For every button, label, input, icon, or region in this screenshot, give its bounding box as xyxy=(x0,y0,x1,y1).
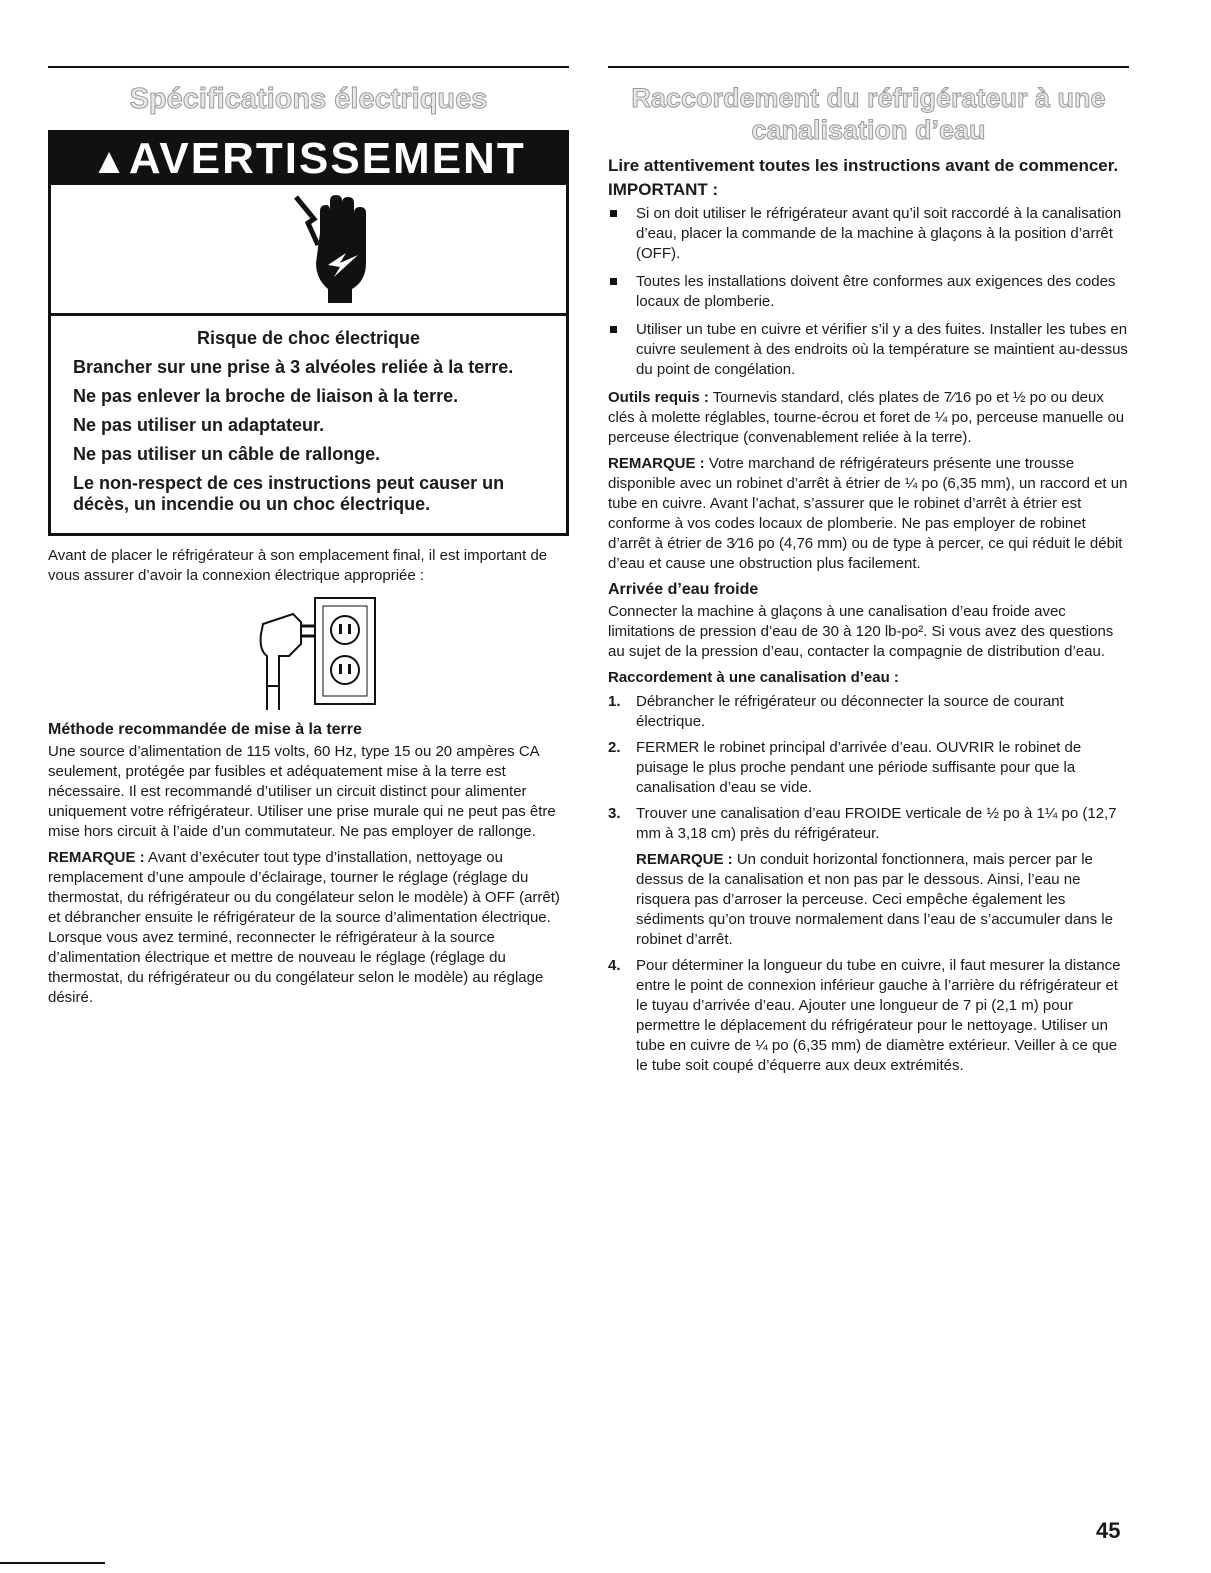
note-text: Avant d’exécuter tout type d’installation, nettoyage ou remplacement d’une ampoule d’éclairage, tourner le réglage (réglage du thermostat, du réfrigérateur ou du congélateur selon le modèle) à OFF (arrêt) et débrancher ensuite le réfrigérateur de la source d’alimentation électrique. Lorsque vous avez terminé, reconnecter le réfrigérateur à la source d’alimentation électrique et mettre de nouveau le réglage (réglage du thermostat, du réfrigérateur ou du congélateur selon le modèle) au réglage désiré. xyxy=(48,849,560,1006)
footer-rule xyxy=(0,1562,105,1564)
tools-text: Tournevis standard, clés plates de 7⁄16 po et ½ po ou deux clés à molette réglables, tourne-écrou et foret de ¼ po, perceuse manuelle ou perceuse électrique (convenablement reliée à la terre). xyxy=(608,389,1125,446)
outlet-illustration xyxy=(48,594,569,714)
cold-water-paragraph: Connecter la machine à glaçons à une canalisation d’eau froide avec limitations de pression d’eau de 30 à 120 lb-po². Si vous avez des questions au sujet de la pression d’eau, contacter la compagnie de distribution d’eau. xyxy=(608,603,1114,660)
note-label: REMARQUE : xyxy=(608,455,705,472)
list-item-text: Utiliser un tube en cuivre et vérifier s’il y a des fuites. Installer les tubes en cuivre seulement à des endroits où la température se maintient au-dessus du point de congélation. xyxy=(636,321,1128,378)
grounded-outlet-icon xyxy=(253,594,383,712)
square-bullet-icon xyxy=(610,278,617,285)
section-title-line: Raccordement du réfrigérateur à une xyxy=(631,83,1106,113)
step-note xyxy=(636,850,1129,950)
warning-line: Ne pas utiliser un câble de rallonge. xyxy=(73,444,381,464)
section-title-electrical: Spécifications électriques xyxy=(129,83,488,115)
warning-line: Le non-respect de ces instructions peut causer un décès, un incendie ou un choc électrique. xyxy=(73,473,505,514)
top-rule xyxy=(48,66,569,68)
step-item xyxy=(608,738,1129,798)
important-label: IMPORTANT : xyxy=(608,180,719,199)
note-paragraph xyxy=(48,848,569,1008)
square-bullet-icon xyxy=(610,326,617,333)
method-paragraph: Une source d’alimentation de 115 volts, 60 Hz, type 15 ou 20 ampères CA seulement, protégée par fusibles et adéquatement mise à la terre est nécessaire. Il est recommandé d’utiliser un circuit distinct pour alimenter uniquement votre réfrigérateur. Utiliser une prise murale qui ne peut pas être mise hors circuit à l’aide d’un commutateur. Ne pas employer de rallonge. xyxy=(48,743,556,840)
note-text: Un conduit horizontal fonctionnera, mais percer par le dessus de la canalisation et non pas par le dessous. Ainsi, l’eau ne risquera pas d’arroser la perceuse. Ceci empêche également les sédiments qu’on trouve normalement dans l’eau de s’accumuler dans le robinet d’arrêt. xyxy=(636,851,1113,948)
step-number: 3. xyxy=(608,805,621,822)
step-number: 2. xyxy=(608,739,621,756)
warning-icon-area xyxy=(51,185,566,316)
step-text: Débrancher le réfrigérateur ou déconnecter la source de courant électrique. xyxy=(636,693,1064,730)
read-instructions: Lire attentivement toutes les instructions avant de commencer. xyxy=(608,156,1119,175)
important-list xyxy=(608,204,1129,380)
step-text: Pour déterminer la longueur du tube en cuivre, il faut mesurer la distance entre le point de connexion inférieur gauche à l’arrière du réfrigérateur et le tuyau d’arrivée d’eau. Ajouter une longueur de 7 pi (2,1 m) pour permettre le déplacement du réfrigérateur pour le nettoyage. Utiliser un tube en cuivre de ¼ po (6,35 mm) de diamètre extérieur. Veiller à ce que le tube soit coupé d’équerre aux deux extrémités. xyxy=(636,957,1121,1074)
electric-shock-hand-icon xyxy=(294,193,374,305)
page-number: 45 xyxy=(1096,1518,1121,1543)
warning-line: Ne pas enlever la broche de liaison à la terre. xyxy=(73,386,459,406)
method-heading: Méthode recommandée de mise à la terre xyxy=(48,721,362,738)
step-text: FERMER le robinet principal d’arrivée d’eau. OUVRIR le robinet de puisage le plus proche pendant une période suffisante pour que la canalisation d’eau se vide. xyxy=(636,739,1082,796)
note-label: REMARQUE : xyxy=(636,851,733,868)
warning-line: Brancher sur une prise à 3 alvéoles reliée à la terre. xyxy=(73,357,514,377)
steps-list xyxy=(608,692,1129,1076)
left-column xyxy=(48,66,569,1014)
warning-header xyxy=(51,133,566,185)
warning-line: Ne pas utiliser un adaptateur. xyxy=(73,415,325,435)
warning-risk-title: Risque de choc électrique xyxy=(196,328,421,348)
step-number: 4. xyxy=(608,957,621,974)
step-text: Trouver une canalisation d’eau FROIDE verticale de ½ po à 1¼ po (12,7 mm à 3,18 cm) près du réfrigérateur. xyxy=(636,805,1117,842)
cold-water-heading: Arrivée d’eau froide xyxy=(608,581,759,598)
list-item xyxy=(608,204,1129,264)
top-rule xyxy=(608,66,1129,68)
connection-heading: Raccordement à une canalisation d’eau : xyxy=(608,669,899,686)
square-bullet-icon xyxy=(610,210,617,217)
note-text: Votre marchand de réfrigérateurs présente une trousse disponible avec un robinet d’arrêt à étrier de ¼ po (6,35 mm), un raccord et un tube en cuivre. Avant l’achat, s’assurer que le robinet d’arrêt à étrier est conforme à vos codes locaux de plomberie. Ne pas employer de robinet d’arrêt à étrier de 3⁄16 po (4,76 mm) ou de type à percer, ce qui réduit le débit d’eau et cause une obstruction plus facilement. xyxy=(608,455,1128,572)
tools-paragraph xyxy=(608,388,1129,448)
list-item-text: Si on doit utiliser le réfrigérateur avant qu’il soit raccordé à la canalisation d’eau, placer la commande de la machine à glaçons à la position d’arrêt (OFF). xyxy=(636,205,1122,262)
tools-label: Outils requis : xyxy=(608,389,709,406)
step-item xyxy=(608,956,1129,1076)
note-label: REMARQUE : xyxy=(48,849,145,866)
right-column xyxy=(608,66,1129,1082)
note-paragraph xyxy=(608,454,1129,574)
warning-header-label: AVERTISSEMENT xyxy=(128,134,526,183)
warning-triangle-icon: ▲ xyxy=(91,140,129,181)
step-item xyxy=(608,692,1129,732)
intro-paragraph: Avant de placer le réfrigérateur à son emplacement final, il est important de vous assurer d’avoir la connexion électrique appropriée : xyxy=(48,547,548,584)
list-item xyxy=(608,320,1129,380)
list-item-text: Toutes les installations doivent être conformes aux exigences des codes locaux de plomberie. xyxy=(636,273,1116,310)
warning-box xyxy=(48,130,569,536)
warning-text xyxy=(51,316,566,533)
step-item xyxy=(608,804,1129,950)
section-title-line: canalisation d’eau xyxy=(751,115,986,145)
section-title-water xyxy=(608,82,1129,146)
step-number: 1. xyxy=(608,693,621,710)
list-item xyxy=(608,272,1129,312)
